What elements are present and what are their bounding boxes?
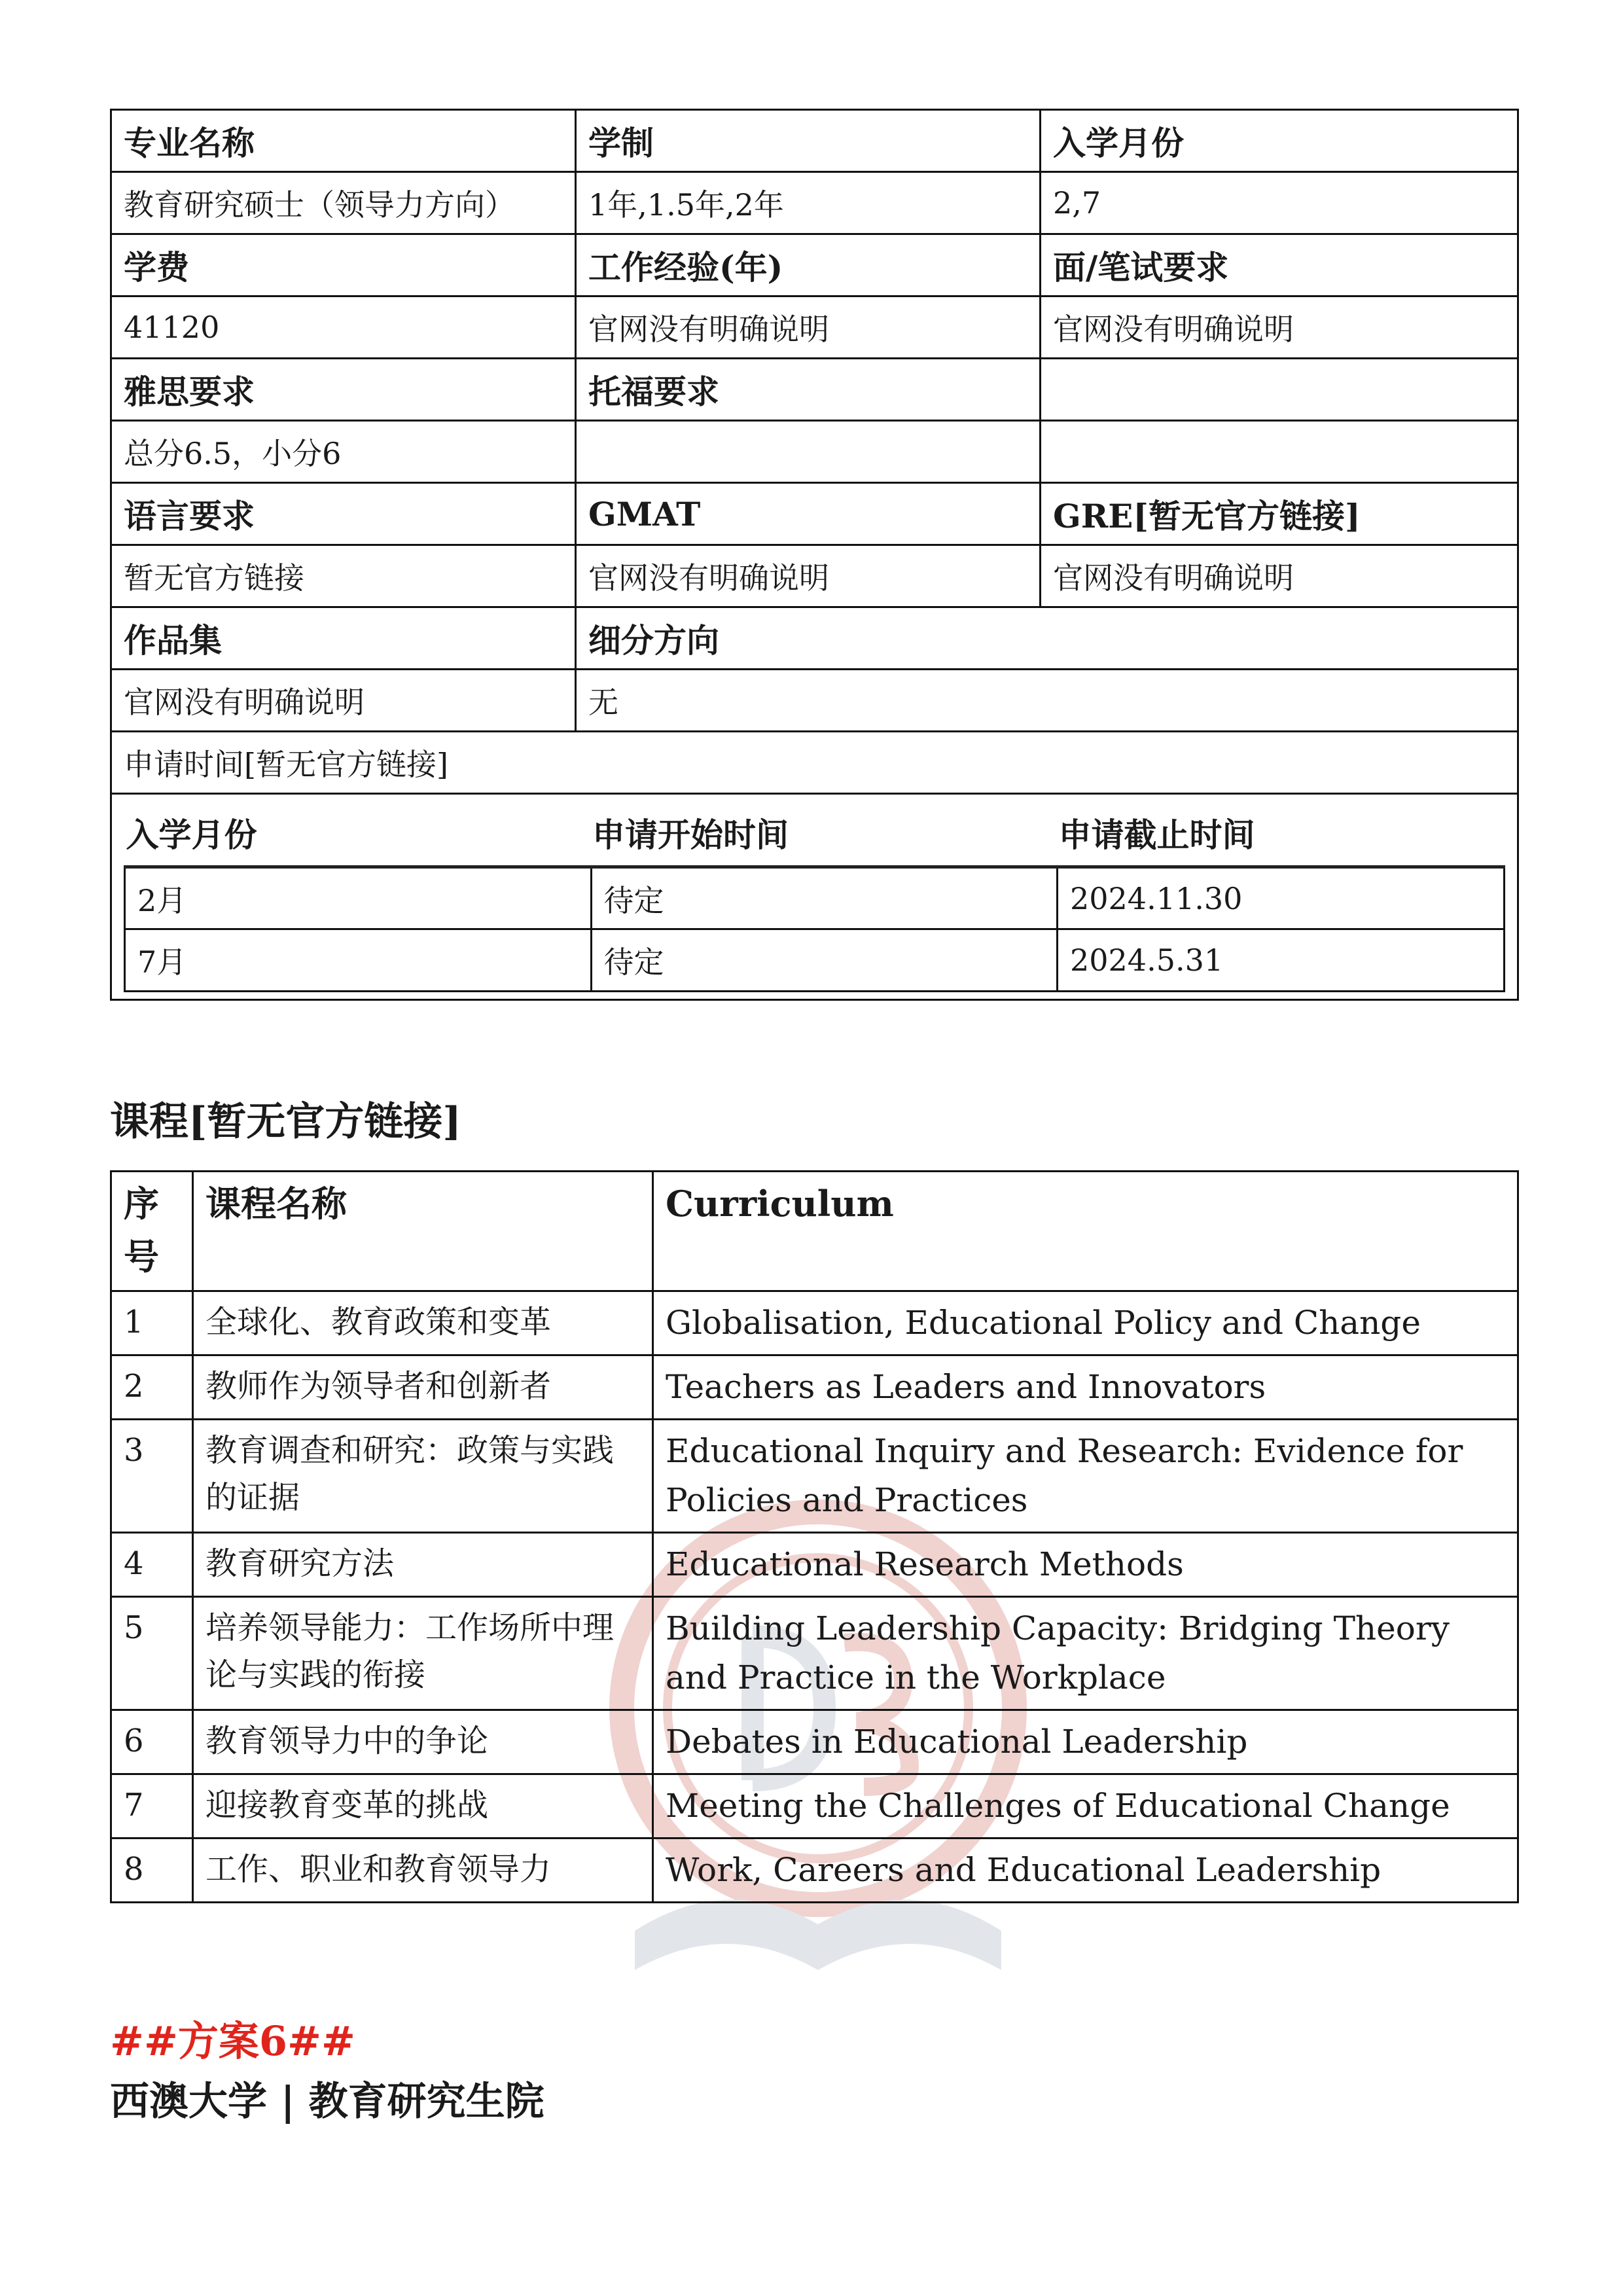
duration-label: 学制 xyxy=(576,110,1041,172)
course-number: 6 xyxy=(111,1710,193,1774)
schedule-row xyxy=(125,867,1505,929)
course-number: 4 xyxy=(111,1533,193,1597)
language-value: 暂无官方链接 xyxy=(111,545,576,607)
major-value: 教育研究硕士（领导力方向） xyxy=(111,172,576,234)
table-row xyxy=(111,1839,1518,1903)
info-row-1-values xyxy=(111,172,1518,234)
empty-cell xyxy=(1041,421,1518,483)
table-row xyxy=(111,1420,1518,1533)
col-course-name-header: 课程名称 xyxy=(193,1172,653,1291)
portfolio-value: 官网没有明确说明 xyxy=(111,670,576,732)
intake-value: 2,7 xyxy=(1041,172,1518,234)
work-exp-value: 官网没有明确说明 xyxy=(576,296,1041,359)
course-name-cn: 教育研究方法 xyxy=(193,1533,653,1597)
work-exp-label: 工作经验(年) xyxy=(576,234,1041,296)
course-number: 2 xyxy=(111,1355,193,1420)
tuition-value: 41120 xyxy=(111,296,576,359)
toefl-value xyxy=(576,421,1041,483)
col-number-header: 序号 xyxy=(111,1172,193,1291)
schedule-header-row xyxy=(125,800,1505,867)
course-name-cn: 教师作为领导者和创新者 xyxy=(193,1355,653,1420)
info-row-2-values xyxy=(111,296,1518,359)
tuition-label: 学费 xyxy=(111,234,576,296)
table-row xyxy=(111,1291,1518,1355)
info-row-5-labels xyxy=(111,607,1518,670)
course-name-en: Work, Careers and Educational Leadership xyxy=(653,1839,1518,1903)
course-name-en: Meeting the Challenges of Educational Change xyxy=(653,1774,1518,1839)
course-name-en: Building Leadership Capacity: Bridging Theory and Practice in the Workplace xyxy=(653,1597,1518,1710)
info-row-2-labels xyxy=(111,234,1518,296)
curriculum-table xyxy=(110,1170,1519,1903)
empty-cell xyxy=(1041,359,1518,421)
course-name-en: Globalisation, Educational Policy and Change xyxy=(653,1291,1518,1355)
gre-label: GRE[暂无官方链接] xyxy=(1041,483,1518,545)
curriculum-header-row xyxy=(111,1172,1518,1291)
course-name-cn: 培养领导能力：工作场所中理论与实践的衔接 xyxy=(193,1597,653,1710)
course-name-cn: 教育领导力中的争论 xyxy=(193,1710,653,1774)
schedule-start: 待定 xyxy=(591,867,1058,929)
course-number: 3 xyxy=(111,1420,193,1533)
course-number: 5 xyxy=(111,1597,193,1710)
course-name-cn: 教育调查和研究：政策与实践的证据 xyxy=(193,1420,653,1533)
table-row xyxy=(111,1774,1518,1839)
course-name-en: Educational Inquiry and Research: Evidence for Policies and Practices xyxy=(653,1420,1518,1533)
schedule-header-start: 申请开始时间 xyxy=(591,800,1058,867)
language-label: 语言要求 xyxy=(111,483,576,545)
table-row xyxy=(111,1597,1518,1710)
course-name-cn: 工作、职业和教育领导力 xyxy=(193,1839,653,1903)
course-name-cn: 迎接教育变革的挑战 xyxy=(193,1774,653,1839)
course-name-en: Debates in Educational Leadership xyxy=(653,1710,1518,1774)
portfolio-label: 作品集 xyxy=(111,607,576,670)
course-name-en: Educational Research Methods xyxy=(653,1533,1518,1597)
info-row-4-labels xyxy=(111,483,1518,545)
info-row-4-values xyxy=(111,545,1518,607)
info-row-1-labels xyxy=(111,110,1518,172)
interview-label: 面/笔试要求 xyxy=(1041,234,1518,296)
course-number: 7 xyxy=(111,1774,193,1839)
interview-value: 官网没有明确说明 xyxy=(1041,296,1518,359)
course-number: 8 xyxy=(111,1839,193,1903)
program-info-table xyxy=(110,109,1519,1001)
ielts-label: 雅思要求 xyxy=(111,359,576,421)
schedule-deadline: 2024.5.31 xyxy=(1058,929,1505,992)
plan-tag: ##方案6## xyxy=(110,2017,355,2065)
schedule-deadline: 2024.11.30 xyxy=(1058,867,1505,929)
info-row-5-values xyxy=(111,670,1518,732)
ielts-value: 总分6.5，小分6 xyxy=(111,421,576,483)
table-row xyxy=(111,1533,1518,1597)
application-time-row xyxy=(111,732,1518,794)
application-schedule-table xyxy=(124,800,1505,992)
info-row-3-labels xyxy=(111,359,1518,421)
schedule-header-deadline: 申请截止时间 xyxy=(1058,800,1505,867)
toefl-label: 托福要求 xyxy=(576,359,1041,421)
schedule-cell xyxy=(111,794,1518,1000)
gre-value: 官网没有明确说明 xyxy=(1041,545,1518,607)
duration-value: 1年,1.5年,2年 xyxy=(576,172,1041,234)
track-label: 细分方向 xyxy=(576,607,1518,670)
gmat-label: GMAT xyxy=(576,483,1041,545)
schedule-intake: 7月 xyxy=(125,929,592,992)
curriculum-heading: 课程[暂无官方链接] xyxy=(110,1099,461,1145)
application-time-label: 申请时间[暂无官方链接] xyxy=(111,732,1518,794)
school-title: 西澳大学 | 教育研究生院 xyxy=(110,2079,544,2125)
course-name-cn: 全球化、教育政策和变革 xyxy=(193,1291,653,1355)
schedule-start: 待定 xyxy=(591,929,1058,992)
table-row xyxy=(111,1355,1518,1420)
col-curriculum-header: Curriculum xyxy=(653,1172,1518,1291)
major-label: 专业名称 xyxy=(111,110,576,172)
schedule-row xyxy=(125,929,1505,992)
track-value: 无 xyxy=(576,670,1518,732)
course-number: 1 xyxy=(111,1291,193,1355)
info-row-3-values xyxy=(111,421,1518,483)
course-name-en: Teachers as Leaders and Innovators xyxy=(653,1355,1518,1420)
table-row xyxy=(111,1710,1518,1774)
schedule-header-intake: 入学月份 xyxy=(125,800,592,867)
schedule-row xyxy=(111,794,1518,1000)
schedule-intake: 2月 xyxy=(125,867,592,929)
gmat-value: 官网没有明确说明 xyxy=(576,545,1041,607)
intake-label: 入学月份 xyxy=(1041,110,1518,172)
